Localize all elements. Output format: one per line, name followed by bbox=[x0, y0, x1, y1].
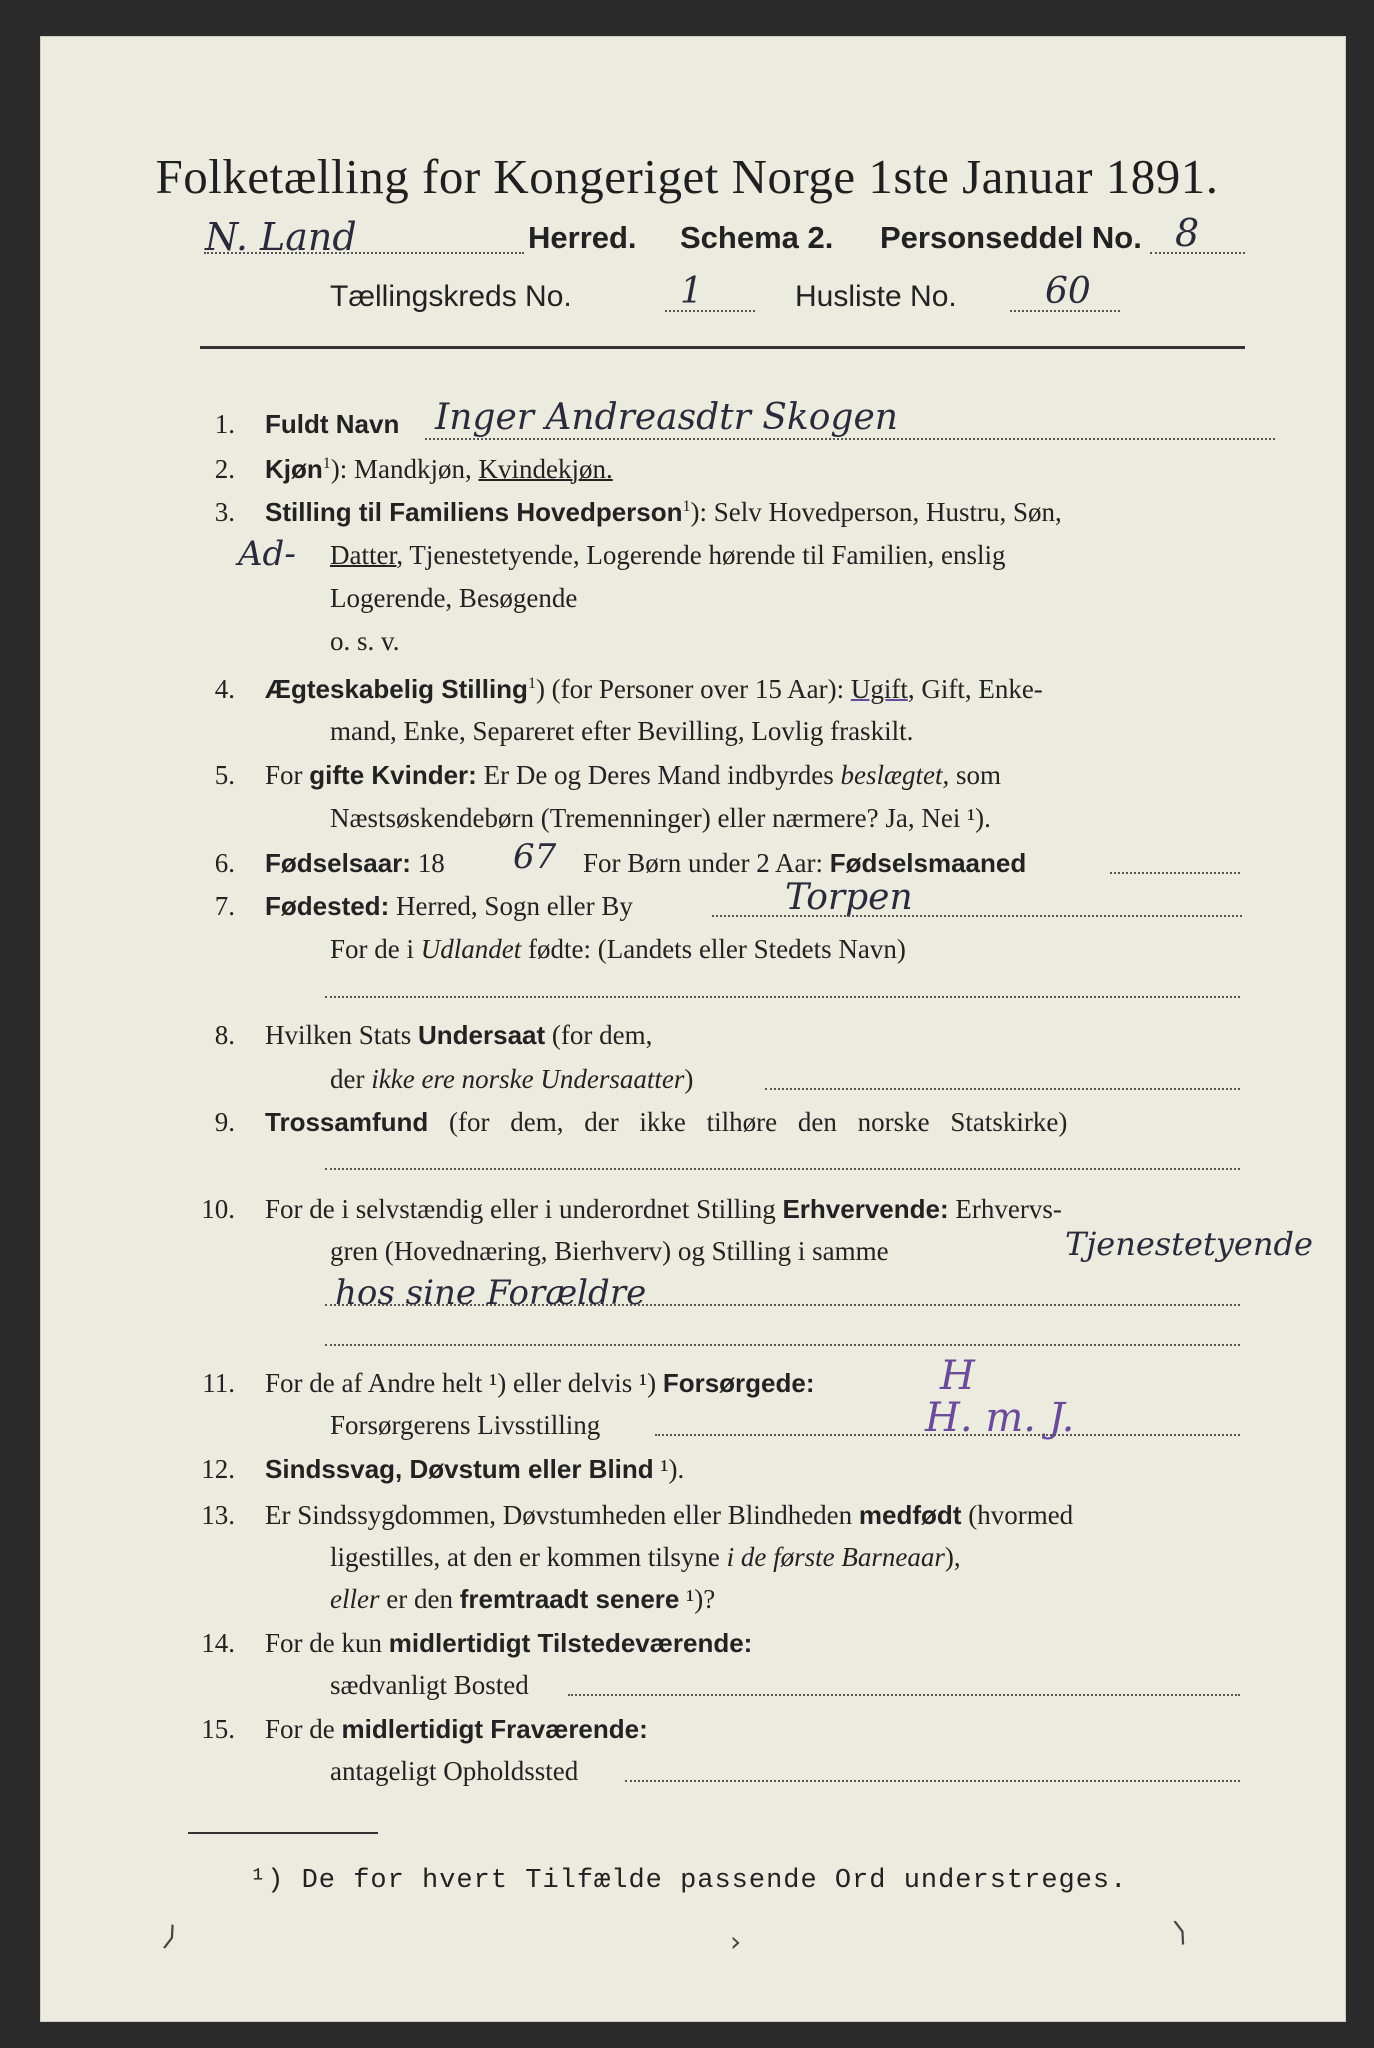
q13-text1: Er Sindssygdommen, Døvstumheden eller Blindheden bbox=[265, 1500, 859, 1530]
q13-text6: ¹)? bbox=[679, 1584, 716, 1614]
q10-dotline2 bbox=[325, 1344, 1240, 1346]
q4-sup: 1 bbox=[527, 675, 536, 692]
q1-number: 1. bbox=[214, 409, 235, 439]
q6-line bbox=[265, 850, 445, 877]
q5-line1 bbox=[265, 762, 1001, 789]
q15-bold: midlertidigt Fraværende: bbox=[341, 1714, 648, 1744]
q13-bold2: fremtraadt senere bbox=[459, 1584, 680, 1614]
q2-number: 2. bbox=[214, 454, 235, 484]
q10-value1: Tjenestetyende bbox=[1065, 1225, 1313, 1263]
q4-line1 bbox=[265, 676, 1043, 703]
q10-number: 10. bbox=[201, 1194, 235, 1224]
q4-label: Ægteskabelig Stilling bbox=[265, 674, 528, 704]
q9-dotline bbox=[325, 1168, 1240, 1170]
q11-text1: For de af Andre helt ¹) eller delvis ¹) bbox=[265, 1368, 663, 1398]
form-title: Folketælling for Kongeriget Norge 1ste Januar 1891. bbox=[155, 149, 1219, 204]
q3-line2 bbox=[330, 542, 1005, 569]
q4-number: 4. bbox=[214, 674, 235, 704]
schema-label: Schema 2. bbox=[680, 220, 834, 255]
q7-dotline bbox=[712, 915, 1242, 917]
q13-text4: ), bbox=[944, 1542, 961, 1572]
q1-dotline bbox=[425, 438, 1275, 440]
q12-number: 12. bbox=[201, 1454, 235, 1484]
q7-number: 7. bbox=[214, 891, 235, 921]
q12-line bbox=[265, 1456, 684, 1483]
q11-value2: H. m. J. bbox=[925, 1395, 1075, 1441]
q10-value2: hos sine Forældre bbox=[335, 1273, 647, 1313]
q14-number: 14. bbox=[201, 1628, 235, 1658]
personseddel-dotline bbox=[1150, 252, 1245, 254]
q11-bold: Forsørgede: bbox=[662, 1368, 815, 1398]
q6-prefix: 18 bbox=[410, 848, 445, 878]
q8-dotline bbox=[765, 1088, 1240, 1090]
herred-value: N. Land bbox=[205, 215, 357, 259]
q4-text1: ) (for Personer over 15 Aar): bbox=[535, 674, 851, 704]
q10-text2: Erhvervs- bbox=[948, 1194, 1062, 1224]
q3-number: 3. bbox=[214, 497, 235, 527]
q8-text2: (for dem, bbox=[545, 1020, 653, 1050]
q5-number: 5. bbox=[214, 760, 235, 790]
q4-text2: , Gift, Enke- bbox=[907, 674, 1043, 704]
q13-line1 bbox=[265, 1502, 1073, 1529]
q7-value: Torpen bbox=[785, 877, 913, 918]
q15-line1 bbox=[265, 1716, 648, 1743]
q13-line2 bbox=[330, 1544, 961, 1571]
husliste-label: Husliste No. bbox=[795, 280, 957, 313]
q3-label: Stilling til Familiens Hovedperson bbox=[265, 497, 683, 527]
q2-line bbox=[265, 456, 613, 483]
q3-line3: Logerende, Besøgende bbox=[330, 583, 578, 613]
q3-prefix: Ad- bbox=[238, 534, 296, 574]
q11-value1: H bbox=[940, 1353, 975, 1399]
q2-sup: 1 bbox=[322, 455, 331, 472]
q7-line2 bbox=[330, 936, 906, 963]
q11-number: 11. bbox=[202, 1368, 235, 1398]
q5-text1: Er De og Deres Mand indbyrdes bbox=[476, 760, 841, 790]
q2-text: ): Mandkjøn, bbox=[330, 454, 479, 484]
q14-bold: midlertidigt Tilstedeværende: bbox=[388, 1628, 753, 1658]
q9-text: (for dem, der ikke tilhøre den norske Statskirke) bbox=[428, 1107, 1068, 1137]
q7-text2a: For de i bbox=[330, 934, 421, 964]
q9-line bbox=[265, 1109, 1067, 1136]
q6-label2: Fødselsmaaned bbox=[829, 848, 1027, 878]
q15-number: 15. bbox=[201, 1714, 235, 1744]
q10-text1: For de i selvstændig eller i underordnet Stilling bbox=[265, 1194, 783, 1224]
q9-label: Trossamfund bbox=[265, 1107, 429, 1137]
scan-mark-left-icon: ⟩ bbox=[159, 1919, 182, 1954]
q15-text1: For de bbox=[265, 1714, 342, 1744]
q4-selected: Ugift bbox=[850, 674, 908, 704]
q10-bold: Erhvervende: bbox=[782, 1194, 949, 1224]
q14-line1 bbox=[265, 1630, 752, 1657]
q7-line1 bbox=[265, 893, 633, 920]
q9-number: 9. bbox=[214, 1107, 235, 1137]
q14-line2: sædvanligt Bosted bbox=[330, 1670, 529, 1700]
q8-number: 8. bbox=[214, 1020, 235, 1050]
q13-bold1: medfødt bbox=[858, 1500, 962, 1530]
q15-dotline bbox=[625, 1780, 1240, 1782]
q5-label-b: gifte Kvinder: bbox=[309, 760, 477, 790]
q14-dotline bbox=[568, 1694, 1240, 1696]
q7-italic: Udlandet bbox=[420, 934, 522, 964]
q13-text3: ligestilles, at den er kommen tilsyne bbox=[330, 1542, 727, 1572]
q11-dotline bbox=[655, 1434, 1240, 1436]
q3-sup: 1 bbox=[682, 498, 691, 515]
q8-text4: ) bbox=[684, 1064, 694, 1094]
q13-italic1: i de første Barneaar bbox=[726, 1542, 945, 1572]
census-form-page bbox=[40, 36, 1346, 2022]
q12-suffix: ¹). bbox=[653, 1454, 685, 1484]
q13-italic2: eller bbox=[330, 1584, 380, 1614]
q11-line2: Forsørgerens Livsstilling bbox=[330, 1410, 601, 1440]
q6-text: For Børn under 2 Aar: bbox=[583, 848, 830, 878]
q5-text2: som bbox=[949, 760, 1002, 790]
q11-line1 bbox=[265, 1370, 815, 1397]
q10-line1 bbox=[265, 1196, 1062, 1223]
kreds-label: Tællingskreds No. bbox=[330, 280, 572, 313]
husliste-value: 60 bbox=[1045, 271, 1091, 312]
q8-text3: der bbox=[330, 1064, 372, 1094]
q7-label: Fødested: bbox=[265, 891, 390, 921]
q13-line3 bbox=[330, 1586, 715, 1613]
q8-italic: ikke ere norske Undersaatter bbox=[371, 1064, 685, 1094]
personseddel-value: 8 bbox=[1175, 211, 1200, 255]
q8-line1 bbox=[265, 1022, 652, 1049]
q3-line4: o. s. v. bbox=[330, 626, 400, 656]
q15-line2: antageligt Opholdssted bbox=[330, 1756, 579, 1786]
q13-number: 13. bbox=[201, 1500, 235, 1530]
q7-text2b: fødte: (Landets eller Stedets Navn) bbox=[521, 934, 906, 964]
herred-label: Herred. bbox=[528, 220, 637, 255]
q12-label: Sindssvag, Døvstum eller Blind bbox=[265, 1454, 654, 1484]
q6-label: Fødselsaar: bbox=[265, 848, 411, 878]
q10-line2: gren (Hovednæring, Bierhverv) og Stilling i samme bbox=[330, 1236, 889, 1266]
q6-number: 6. bbox=[214, 848, 235, 878]
scan-mark-center-icon: › bbox=[730, 1925, 742, 1958]
q6-line2 bbox=[583, 850, 1026, 877]
q7-dotline2 bbox=[325, 996, 1240, 998]
q4-line2: mand, Enke, Separeret efter Bevilling, Lovlig fraskilt. bbox=[330, 716, 914, 746]
footnote-rule bbox=[188, 1832, 378, 1834]
q1-label: Fuldt Navn bbox=[265, 409, 400, 439]
kreds-dotline bbox=[665, 310, 755, 312]
footnote: ¹) De for hvert Tilfælde passende Ord understreges. bbox=[250, 1866, 1128, 1896]
q10-dotline1 bbox=[325, 1304, 1240, 1306]
q14-text1: For de kun bbox=[265, 1628, 389, 1658]
q6-dotline bbox=[1110, 872, 1240, 874]
q8-text1: Hvilken Stats bbox=[265, 1020, 418, 1050]
q2-label: Kjøn bbox=[265, 454, 323, 484]
scan-mark-right-icon: ⟩ bbox=[1169, 1914, 1192, 1949]
q3-text1: ): Selv Hovedperson, Hustru, Søn, bbox=[690, 497, 1062, 527]
q8-bold: Undersaat bbox=[418, 1020, 546, 1050]
q13-text2: (hvormed bbox=[961, 1500, 1074, 1530]
q5-line2: Næstsøskendebørn (Tremenninger) eller nærmere? Ja, Nei ¹). bbox=[330, 803, 991, 833]
q3-line1 bbox=[265, 499, 1062, 526]
herred-dotline bbox=[204, 252, 524, 254]
kreds-value: 1 bbox=[680, 271, 703, 312]
q3-selected: Datter bbox=[330, 540, 397, 570]
q7-text: Herred, Sogn eller By bbox=[389, 891, 633, 921]
husliste-dotline bbox=[1010, 310, 1120, 312]
q3-text2: , Tjenestetyende, Logerende hørende til Familien, enslig bbox=[396, 540, 1006, 570]
header-rule bbox=[200, 346, 1245, 349]
q5-label-a: For bbox=[265, 760, 310, 790]
q6-value: 67 bbox=[513, 837, 557, 877]
q1-value: Inger Andreasdtr Skogen bbox=[435, 397, 898, 438]
q13-text5: er den bbox=[379, 1584, 460, 1614]
q2-selected: Kvindekjøn. bbox=[478, 454, 613, 484]
personseddel-label: Personseddel No. bbox=[880, 220, 1142, 255]
q5-italic: beslægtet, bbox=[840, 760, 950, 790]
q8-line2 bbox=[330, 1066, 693, 1093]
